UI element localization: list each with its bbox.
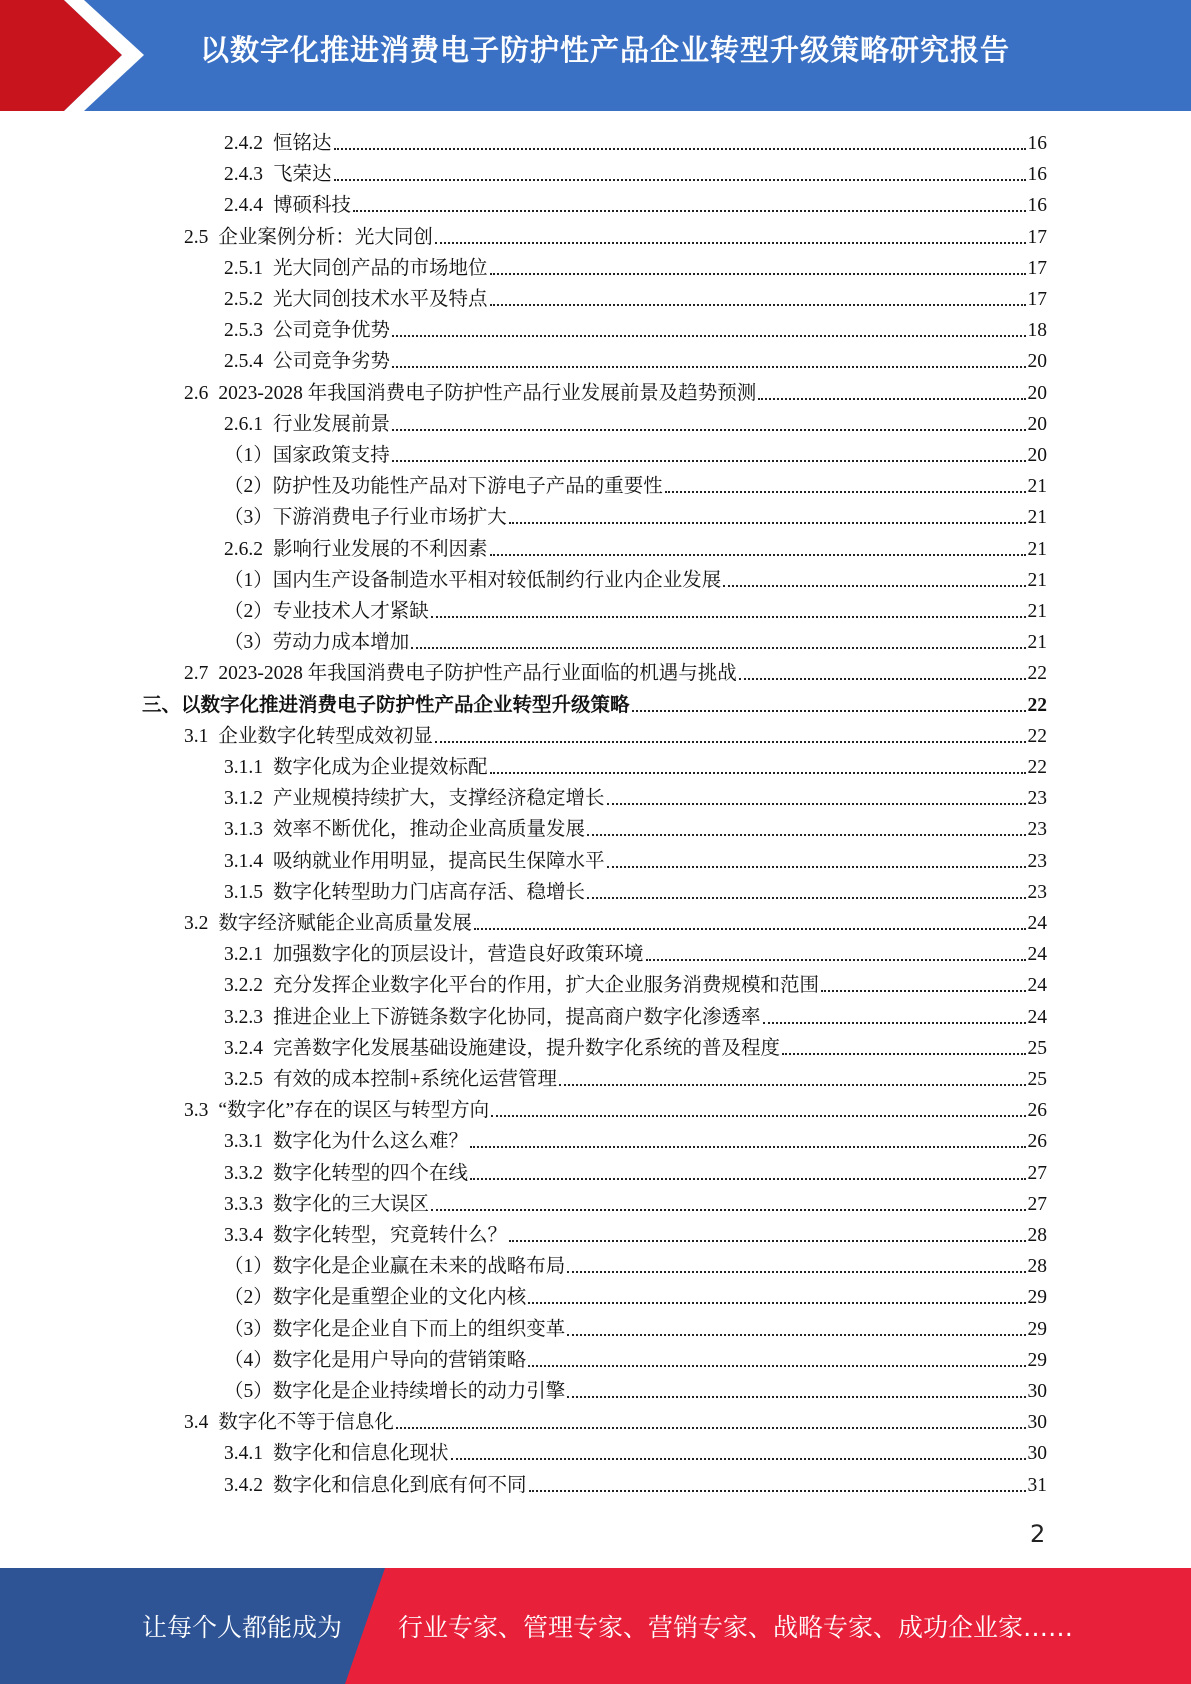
toc-dot-leader: [763, 1020, 1026, 1024]
toc-entry-page: 21: [1027, 507, 1047, 529]
toc-entry-page: 21: [1027, 601, 1047, 622]
toc-entry-number: （3）: [224, 1318, 273, 1340]
toc-dot-leader: [470, 1176, 1025, 1180]
toc-entry-page: 24: [1027, 975, 1047, 997]
toc-entry-title: 推进企业上下游链条数字化协同，提高商户数字化渗透率: [273, 1006, 761, 1028]
toc-entry[interactable]: [224, 1314, 1047, 1345]
toc-entry[interactable]: [224, 1002, 1047, 1033]
toc-entry-title: 以数字化推进消费电子防护性产品企业转型升级策略: [181, 694, 630, 716]
toc-entry-title: 恒铭达: [273, 133, 332, 154]
toc-dot-leader: [509, 520, 1026, 524]
toc-entry-page: 27: [1027, 1193, 1047, 1215]
toc-entry-title: 公司竞争优势: [273, 320, 391, 342]
toc-entry[interactable]: [224, 1438, 1047, 1469]
toc-entry-page: 23: [1027, 881, 1047, 903]
toc-entry-number: 3.3.4: [224, 1225, 263, 1246]
toc-entry[interactable]: [224, 752, 1047, 783]
toc-entry-title: 数字化的三大误区: [273, 1193, 430, 1215]
toc-entry-title: 防护性及功能性产品对下游电子产品的重要性: [272, 476, 663, 498]
toc-entry-number: 3.2.3: [224, 1006, 263, 1028]
toc-entry[interactable]: [184, 222, 1047, 253]
toc-entry-number: （3）: [224, 632, 273, 654]
toc-entry[interactable]: [224, 1189, 1047, 1220]
toc-entry-title: 2023-2028 年我国消费电子防护性产品行业发展前景及趋势预测: [218, 382, 757, 404]
toc-entry-page: 23: [1027, 819, 1047, 841]
toc-dot-leader: [632, 708, 1026, 712]
toc-entry-page: 16: [1027, 133, 1047, 154]
toc-dot-leader: [490, 271, 1026, 275]
toc-entry-page: 24: [1027, 1006, 1047, 1028]
toc-entry-page: 22: [1027, 663, 1047, 685]
toc-entry-page: 29: [1027, 1318, 1047, 1340]
toc-entry-number: 2.6.1: [224, 413, 263, 435]
toc-entry[interactable]: [224, 471, 1047, 502]
toc-entry[interactable]: [224, 534, 1047, 565]
toc-entry-number: 3.4.2: [224, 1474, 263, 1496]
toc-entry-number: 3.2.2: [224, 975, 263, 997]
toc-entry[interactable]: [224, 1220, 1047, 1251]
toc-entry-number: 2.5.1: [224, 257, 263, 279]
toc-dot-leader: [435, 739, 1026, 743]
toc-entry-page: 16: [1027, 164, 1047, 186]
toc-entry-number: （2）: [224, 476, 273, 498]
toc-entry-title: 国内生产设备制造水平相对较低制约行业内企业发展: [272, 569, 722, 591]
toc-dot-leader: [567, 1394, 1025, 1398]
toc-entry-page: 24: [1027, 913, 1047, 934]
toc-entry-page: 22: [1027, 725, 1047, 747]
toc-entry-number: 2.6: [184, 382, 209, 404]
toc-entry-title: 数字化转型的四个在线: [273, 1162, 469, 1184]
toc-entry-page: 22: [1027, 757, 1047, 778]
toc-entry[interactable]: [224, 253, 1047, 284]
toc-entry-title: 数字化转型，究竟转什么？: [273, 1225, 508, 1246]
toc-dot-leader: [528, 1363, 1025, 1367]
toc-entry-page: 31: [1027, 1474, 1047, 1496]
toc-entry-number: 3.1.5: [224, 881, 263, 903]
toc-entry-number: 2.6.2: [224, 538, 263, 560]
toc-entry[interactable]: [224, 1126, 1047, 1157]
toc-entry-page: 25: [1027, 1069, 1047, 1090]
toc-entry-title: 吸纳就业作用明显，提高民生保障水平: [273, 850, 605, 872]
toc-entry-number: 3.1.3: [224, 819, 263, 841]
toc-entry[interactable]: [224, 409, 1047, 440]
toc-dot-leader: [353, 208, 1025, 212]
toc-entry-page: 30: [1027, 1412, 1047, 1434]
toc-entry[interactable]: [224, 1470, 1047, 1501]
toc-entry[interactable]: [184, 378, 1047, 409]
toc-entry-page: 21: [1027, 632, 1047, 654]
toc-dot-leader: [451, 1456, 1026, 1460]
toc-entry-number: 2.5: [184, 226, 209, 248]
toc-dot-leader: [474, 926, 1026, 930]
toc-entry-title: 数字化是企业自下而上的组织变革: [272, 1318, 566, 1340]
toc-dot-leader: [392, 333, 1025, 337]
page-footer: [0, 1568, 1191, 1684]
toc-entry-title: 下游消费电子行业市场扩大: [272, 507, 507, 529]
toc-dot-leader: [509, 1238, 1025, 1242]
toc-entry[interactable]: [224, 159, 1047, 190]
toc-dot-leader: [431, 614, 1026, 618]
toc-entry-title: 数字化转型助力门店高存活、稳增长: [273, 881, 586, 903]
toc-entry[interactable]: [224, 1282, 1047, 1313]
toc-entry-number: 2.4.2: [224, 133, 263, 154]
toc-entry[interactable]: [224, 190, 1047, 221]
toc-entry-page: 30: [1027, 1381, 1047, 1402]
toc-dot-leader: [431, 1207, 1025, 1211]
toc-entry-title: “数字化”存在的误区与转型方向: [218, 1100, 490, 1122]
toc-entry-title: 行业发展前景: [273, 413, 391, 435]
toc-dot-leader: [567, 1269, 1025, 1273]
toc-entry-page: 27: [1027, 1162, 1047, 1184]
toc-entry-number: 3.2: [184, 913, 209, 934]
toc-entry-number: （5）: [224, 1381, 273, 1402]
toc-entry-number: （1）: [224, 1256, 273, 1278]
toc-dot-leader: [470, 1144, 1025, 1148]
toc-entry-number: （3）: [224, 507, 273, 529]
toc-entry-number: 2.5.2: [224, 289, 263, 310]
toc-entry-title: 效率不断优化，推动企业高质量发展: [273, 819, 586, 841]
toc-entry[interactable]: [224, 783, 1047, 814]
toc-entry[interactable]: [224, 1033, 1047, 1064]
toc-dot-leader: [334, 146, 1026, 150]
toc-entry[interactable]: [224, 502, 1047, 533]
toc-entry-page: 18: [1027, 320, 1047, 342]
toc-entry-title: 光大同创技术水平及特点: [273, 289, 488, 310]
toc-entry-page: 20: [1027, 351, 1047, 373]
toc-entry-page: 17: [1027, 226, 1047, 248]
toc-entry-page: 29: [1027, 1349, 1047, 1371]
toc-dot-leader: [529, 1488, 1026, 1492]
toc-entry-page: 20: [1027, 382, 1047, 404]
toc-entry-title: 数字化是企业赢在未来的战略布局: [272, 1256, 566, 1278]
toc-entry-number: 3.1.1: [224, 757, 263, 778]
header-arrow-decoration: [0, 0, 160, 111]
toc-entry-number: 3.4: [184, 1412, 209, 1434]
toc-entry[interactable]: [224, 970, 1047, 1001]
toc-entry-number: 3.1.4: [224, 850, 263, 872]
toc-entry-page: 30: [1027, 1443, 1047, 1465]
toc-entry-page: 17: [1027, 257, 1047, 279]
toc-dot-leader: [490, 770, 1026, 774]
toc-entry-number: 2.7: [184, 663, 209, 685]
toc-entry-page: 26: [1027, 1131, 1047, 1153]
toc-entry[interactable]: [224, 814, 1047, 845]
toc-entry-title: 飞荣达: [273, 164, 332, 186]
toc-entry-number: 3.2.5: [224, 1069, 263, 1090]
toc-entry-page: 29: [1027, 1287, 1047, 1309]
report-title: 以数字化推进消费电子防护性产品企业转型升级策略研究报告: [200, 33, 1011, 67]
footer-slogan-left: 让每个人都能成为: [142, 1613, 343, 1642]
toc-dot-leader: [821, 988, 1025, 992]
toc-entry[interactable]: [224, 128, 1047, 159]
toc-entry-page: 20: [1027, 413, 1047, 435]
toc-dot-leader: [334, 177, 1026, 181]
toc-entry-title: 充分发挥企业数字化平台的作用，扩大企业服务消费规模和范围: [273, 975, 820, 997]
toc-entry-page: 28: [1027, 1225, 1047, 1246]
toc-entry[interactable]: [224, 565, 1047, 596]
toc-entry-number: 3.2.1: [224, 944, 263, 966]
toc-entry-number: （1）: [224, 445, 273, 466]
toc-entry-title: 数字化不等于信息化: [218, 1412, 394, 1434]
toc-dot-leader: [607, 801, 1026, 805]
toc-entry-number: 3.4.1: [224, 1443, 263, 1465]
toc-entry-page: 16: [1027, 195, 1047, 217]
toc-entry-title: 数字化和信息化现状: [273, 1443, 449, 1465]
toc-entry[interactable]: [224, 1376, 1047, 1407]
toc-entry-title: 专业技术人才紧缺: [272, 601, 429, 622]
toc-dot-leader: [491, 1113, 1025, 1117]
toc-entry-page: 22: [1027, 694, 1047, 716]
toc-entry-page: 21: [1027, 538, 1047, 560]
toc-entry-page: 23: [1027, 788, 1047, 810]
toc-entry-title: 数字化是企业持续增长的动力引擎: [272, 1381, 566, 1402]
toc-entry-page: 17: [1027, 289, 1047, 310]
toc-entry-number: 3.2.4: [224, 1037, 263, 1059]
toc-entry[interactable]: [224, 315, 1047, 346]
toc-entry-number: 3.3.2: [224, 1162, 263, 1184]
toc-dot-leader: [490, 552, 1026, 556]
toc-entry-title: 影响行业发展的不利因素: [273, 538, 488, 560]
toc-entry-number: 2.5.4: [224, 351, 263, 373]
toc-entry-number: 3.3.1: [224, 1131, 263, 1153]
toc-entry-page: 21: [1027, 476, 1047, 498]
toc-entry-title: 企业案例分析：光大同创: [218, 226, 433, 248]
footer-slogan-right: 行业专家、管理专家、营销专家、战略专家、成功企业家……: [398, 1613, 1074, 1642]
toc-entry-title: 数字化是用户导向的营销策略: [272, 1349, 527, 1371]
toc-entry-title: 劳动力成本增加: [272, 632, 410, 654]
toc-entry-title: 加强数字化的顶层设计，营造良好政策环境: [273, 944, 644, 966]
toc-entry-title: 数字化为什么这么难？: [273, 1131, 469, 1153]
toc-entry-number: （2）: [224, 1287, 273, 1309]
toc-entry-page: 26: [1027, 1100, 1047, 1122]
toc-dot-leader: [646, 957, 1026, 961]
toc-dot-leader: [587, 895, 1025, 899]
toc-entry[interactable]: [184, 1095, 1047, 1126]
toc-dot-leader: [782, 1051, 1025, 1055]
toc-dot-leader: [435, 240, 1026, 244]
toc-entry-number: （1）: [224, 569, 273, 591]
toc-entry-title: 数字化是重塑企业的文化内核: [272, 1287, 527, 1309]
toc-entry-title: 博硕科技: [273, 195, 352, 217]
toc-dot-leader: [392, 427, 1025, 431]
toc-entry-title: 产业规模持续扩大，支撑经济稳定增长: [273, 788, 605, 810]
toc-dot-leader: [739, 676, 1026, 680]
toc-entry-number: 3.1.2: [224, 788, 263, 810]
toc-entry-number: 3.1: [184, 725, 209, 747]
toc-entry-number: 2.4.4: [224, 195, 263, 217]
toc-dot-leader: [758, 396, 1025, 400]
toc-entry[interactable]: [224, 284, 1047, 315]
toc-entry-number: 2.4.3: [224, 164, 263, 186]
toc-entry-page: 20: [1027, 445, 1047, 466]
toc-dot-leader: [490, 302, 1026, 306]
toc-entry-title: 企业数字化转型成效初显: [218, 725, 433, 747]
toc-dot-leader: [607, 864, 1026, 868]
toc-entry-page: 25: [1027, 1037, 1047, 1059]
toc-entry-number: 3.3.3: [224, 1193, 263, 1215]
toc-entry-title: 有效的成本控制+系统化运营管理: [273, 1069, 557, 1090]
toc-dot-leader: [567, 1332, 1025, 1336]
toc-entry[interactable]: [224, 346, 1047, 377]
toc-entry-title: 光大同创产品的市场地位: [273, 257, 488, 279]
page-number: 2: [1030, 1520, 1046, 1548]
toc-entry[interactable]: [224, 877, 1047, 908]
toc-entry[interactable]: [224, 1251, 1047, 1282]
toc-dot-leader: [392, 458, 1026, 462]
toc-entry-title: 数字经济赋能企业高质量发展: [218, 913, 472, 934]
toc-entry[interactable]: [224, 627, 1047, 658]
toc-entry-title: 数字化成为企业提效标配: [273, 757, 488, 778]
toc-dot-leader: [396, 1425, 1026, 1429]
toc-entry-page: 21: [1027, 569, 1047, 591]
toc-dot-leader: [411, 645, 1025, 649]
toc-entry[interactable]: [224, 1064, 1047, 1095]
toc-entry-number: 3.3: [184, 1100, 209, 1122]
toc-entry[interactable]: [184, 908, 1047, 939]
toc-entry-title: 公司竞争劣势: [273, 351, 391, 373]
toc-entry[interactable]: [224, 596, 1047, 627]
toc-entry[interactable]: [224, 939, 1047, 970]
toc-entry[interactable]: [224, 440, 1047, 471]
page-header: [0, 0, 1191, 111]
toc-entry[interactable]: [224, 1345, 1047, 1376]
toc-entry[interactable]: [184, 721, 1047, 752]
toc-entry[interactable]: [224, 1158, 1047, 1189]
toc-entry-title: 国家政策支持: [272, 445, 390, 466]
toc-entry-page: 28: [1027, 1256, 1047, 1278]
toc-dot-leader: [587, 832, 1025, 836]
toc-dot-leader: [559, 1082, 1026, 1086]
toc-entry[interactable]: [224, 846, 1047, 877]
toc-dot-leader: [392, 364, 1025, 368]
toc-entry[interactable]: [184, 1407, 1047, 1438]
toc-entry[interactable]: [184, 658, 1047, 689]
toc-entry-title: 数字化和信息化到底有何不同: [273, 1474, 527, 1496]
toc-entry[interactable]: [142, 690, 1047, 721]
toc-entry-title: 2023-2028 年我国消费电子防护性产品行业面临的机遇与挑战: [218, 663, 737, 685]
toc-dot-leader: [528, 1300, 1025, 1304]
toc-entry-number: 2.5.3: [224, 320, 263, 342]
toc-entry-number: （2）: [224, 601, 273, 622]
toc-dot-leader: [665, 489, 1026, 493]
toc-dot-leader: [723, 583, 1025, 587]
toc-entry-number: 三、: [142, 694, 182, 716]
toc-entry-page: 24: [1027, 944, 1047, 966]
toc-entry-title: 完善数字化发展基础设施建设，提升数字化系统的普及程度: [273, 1037, 781, 1059]
toc-entry-page: 23: [1027, 850, 1047, 872]
toc-entry-number: （4）: [224, 1349, 273, 1371]
